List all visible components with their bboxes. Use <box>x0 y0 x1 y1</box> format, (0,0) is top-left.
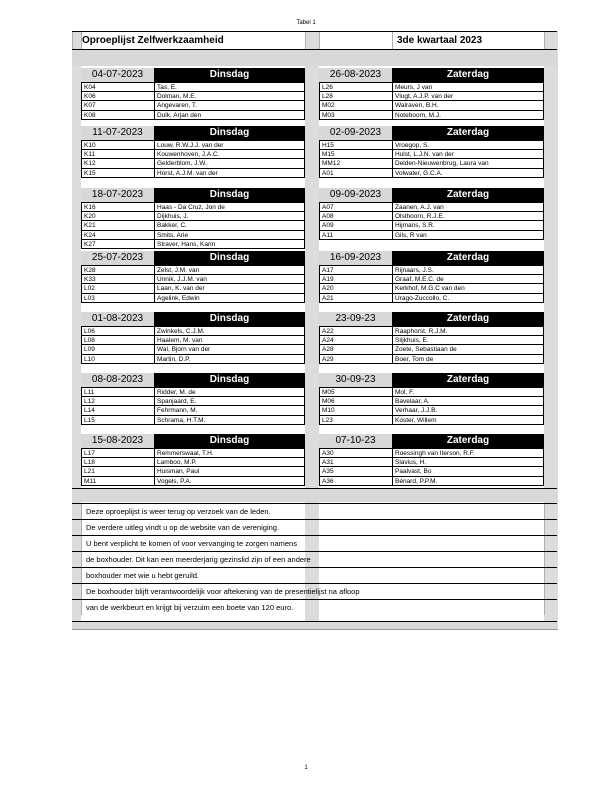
member-code: A35 <box>319 466 392 475</box>
member-name: Bakker, C. <box>154 220 305 229</box>
table-row <box>72 202 557 211</box>
member-name: Delden-Nieuwenbrug, Laura van <box>392 158 544 167</box>
spacer-row <box>72 488 557 502</box>
date-cell: 08-08-2023 <box>81 373 154 387</box>
member-name: Tas, E. <box>154 82 305 91</box>
member-name: Ridder, M. de <box>154 387 305 396</box>
table-row <box>72 335 557 344</box>
member-name: Dijkhuis, J. <box>154 211 305 220</box>
member-code: A11 <box>319 230 392 239</box>
table-row <box>72 100 557 109</box>
member-name: Kerkhof, M.G.C van den <box>392 283 544 292</box>
member-name: Urago-Zuccollo, C. <box>392 293 544 302</box>
member-name: Zwinkels, C.J.M. <box>154 326 305 335</box>
member-name: Bénard, P.P.M. <box>392 476 544 485</box>
member-code: L06 <box>81 326 154 335</box>
member-name: Wal, Bjorn van der <box>154 344 305 353</box>
member-name: Zoete, Sebastiaan de <box>392 344 544 353</box>
member-code: H15 <box>319 140 392 149</box>
day-cell: Dinsdag <box>154 188 305 202</box>
member-code: L18 <box>81 457 154 466</box>
member-name: Unnik, J.J.M. van <box>154 274 305 283</box>
member-code: K15 <box>81 168 154 177</box>
block-header <box>72 373 557 387</box>
table-row <box>72 211 557 220</box>
table-row <box>72 265 557 274</box>
member-code: L21 <box>81 466 154 475</box>
table-row <box>72 387 557 396</box>
date-cell: 02-09-2023 <box>319 126 392 140</box>
note-row <box>72 551 557 567</box>
member-code: L28 <box>319 91 392 100</box>
table-row <box>72 354 557 363</box>
date-cell: 18-07-2023 <box>81 188 154 202</box>
member-code: A29 <box>319 354 392 363</box>
member-code: L26 <box>319 82 392 91</box>
day-cell: Zaterdag <box>392 68 544 82</box>
member-code: M10 <box>319 405 392 414</box>
member-name: Roessingh van Iterson, R.F. <box>392 448 544 457</box>
member-code: A20 <box>319 283 392 292</box>
member-name: Remmerswaal, T.H. <box>154 448 305 457</box>
member-name: Meurs, J van <box>392 82 544 91</box>
date-cell: 04-07-2023 <box>81 68 154 82</box>
member-code: A24 <box>319 335 392 344</box>
member-name: Huisman, Paul <box>154 466 305 475</box>
member-code: K20 <box>81 211 154 220</box>
title-row <box>72 31 557 49</box>
member-code: A01 <box>319 168 392 177</box>
date-cell: 07-10-23 <box>319 434 392 448</box>
member-code: A07 <box>319 202 392 211</box>
member-name: Dolman, M.E. <box>154 91 305 100</box>
day-cell: Zaterdag <box>392 373 544 387</box>
member-name: Volwater, G.C.A. <box>392 168 544 177</box>
note-row <box>72 519 557 535</box>
day-cell: Dinsdag <box>154 434 305 448</box>
quarter-label: 3de kwartaal 2023 <box>397 35 483 46</box>
member-name: Mol, F. <box>392 387 544 396</box>
note-row <box>72 503 557 519</box>
day-cell: Zaterdag <box>392 251 544 265</box>
date-cell: 09-09-2023 <box>319 188 392 202</box>
table-row <box>72 168 557 177</box>
member-code: L08 <box>81 335 154 344</box>
note-row <box>72 599 557 615</box>
member-name: Verhaar, J.J.B. <box>392 405 544 414</box>
member-name: Smits, Arie <box>154 230 305 239</box>
member-name: Straver, Hans, Karin <box>154 239 305 248</box>
block-header <box>72 126 557 140</box>
member-code: MM12 <box>319 158 392 167</box>
day-cell: Dinsdag <box>154 251 305 265</box>
member-code: A09 <box>319 220 392 229</box>
table-row <box>72 82 557 91</box>
table-row <box>72 476 557 485</box>
spacer-row <box>72 621 557 629</box>
member-code: A19 <box>319 274 392 283</box>
member-name: Vroegop, S. <box>392 140 544 149</box>
table-row <box>72 158 557 167</box>
table-row <box>72 415 557 424</box>
day-cell: Dinsdag <box>154 373 305 387</box>
block-header <box>72 434 557 448</box>
member-code: A22 <box>319 326 392 335</box>
member-name: Angevaren, T. <box>154 100 305 109</box>
member-code: A21 <box>319 293 392 302</box>
member-name: Agelink, Edwin <box>154 293 305 302</box>
note-text: U bent verplicht te komen of voor vervanging te zorgen namens <box>86 539 297 548</box>
member-code: K12 <box>81 158 154 167</box>
member-code: K24 <box>81 230 154 239</box>
member-name: Louw, R.W.J.J. van der <box>154 140 305 149</box>
table-row <box>72 140 557 149</box>
block-header <box>72 68 557 82</box>
table-row <box>72 91 557 100</box>
member-code: K21 <box>81 220 154 229</box>
table-row <box>72 274 557 283</box>
member-name: Gils, R van <box>392 230 544 239</box>
member-code: K16 <box>81 202 154 211</box>
member-code: L11 <box>81 387 154 396</box>
member-code: K06 <box>81 91 154 100</box>
day-cell: Zaterdag <box>392 434 544 448</box>
member-name: Laan, K. van der <box>154 283 305 292</box>
day-cell: Dinsdag <box>154 126 305 140</box>
note-text: de boxhouder. Dit kan een meerderjarig gezinslid zijn of een andere <box>86 555 311 564</box>
table-row <box>72 230 557 239</box>
note-row <box>72 567 557 583</box>
page-header: Tabel 1 <box>296 20 316 26</box>
note-text: De boxhouder blijft verantwoordelijk voor aftekening van de presentielijst na afloop <box>86 587 360 596</box>
note-text: Deze oproeplijst is weer terug op verzoek van de leden. <box>86 507 271 516</box>
day-cell: Zaterdag <box>392 188 544 202</box>
member-code: A36 <box>319 476 392 485</box>
date-cell: 11-07-2023 <box>81 126 154 140</box>
member-code: K28 <box>81 265 154 274</box>
member-name: Raaphorst, R.J.M. <box>392 326 544 335</box>
block-header <box>72 188 557 202</box>
member-code: A17 <box>319 265 392 274</box>
table-row <box>72 110 557 119</box>
table-row <box>72 344 557 353</box>
member-name: Hijmans, S.R. <box>392 220 544 229</box>
table-row <box>72 326 557 335</box>
date-cell: 16-09-2023 <box>319 251 392 265</box>
sheet-title: Oproeplijst Zelfwerkzaamheid <box>82 35 224 46</box>
member-code: L12 <box>81 396 154 405</box>
member-name: Haas - Da Cruz, Jon de <box>154 202 305 211</box>
page-number: 1 <box>304 765 308 771</box>
table-row <box>72 466 557 475</box>
note-row <box>72 583 557 599</box>
note-text: boxhouder met wie u hebt geruild. <box>86 571 199 580</box>
member-name: Gelderblom, J.W. <box>154 158 305 167</box>
member-name: Zaanen, A.J. van <box>392 202 544 211</box>
block-header <box>72 312 557 326</box>
day-cell: Zaterdag <box>392 126 544 140</box>
date-cell: 23-09-23 <box>319 312 392 326</box>
member-name: Walraven, B.H. <box>392 100 544 109</box>
table-row <box>72 293 557 302</box>
member-code: A30 <box>319 448 392 457</box>
member-name: Paalvast, Bo <box>392 466 544 475</box>
member-code: M05 <box>319 387 392 396</box>
member-code: A31 <box>319 457 392 466</box>
block-header <box>72 251 557 265</box>
day-cell: Zaterdag <box>392 312 544 326</box>
member-code: K04 <box>81 82 154 91</box>
day-cell: Dinsdag <box>154 68 305 82</box>
table-row <box>72 405 557 414</box>
member-name: Martin, D.P. <box>154 354 305 363</box>
member-name: Olsthoorn, R.J.E. <box>392 211 544 220</box>
table-row <box>72 448 557 457</box>
member-name: Kouwenhoven, J.A.C. <box>154 149 305 158</box>
date-cell: 15-08-2023 <box>81 434 154 448</box>
member-name: Rijnaars, J.S. <box>392 265 544 274</box>
table-row <box>72 283 557 292</box>
member-name: Koster, Willem <box>392 415 544 424</box>
member-code: L03 <box>81 293 154 302</box>
member-code: L14 <box>81 405 154 414</box>
table-row <box>72 239 557 248</box>
member-code: K07 <box>81 100 154 109</box>
member-code: L17 <box>81 448 154 457</box>
member-name: Graaf, M.E.C. de <box>392 274 544 283</box>
member-name: Haalem, M. van <box>154 335 305 344</box>
member-code: M15 <box>319 149 392 158</box>
member-name: Dulk, Arjan den <box>154 110 305 119</box>
member-name: Fehrmann, M. <box>154 405 305 414</box>
member-code: K33 <box>81 274 154 283</box>
member-code: M11 <box>81 476 154 485</box>
member-name: Hulst, L.J.N. van der <box>392 149 544 158</box>
member-code: A08 <box>319 211 392 220</box>
table-row <box>72 220 557 229</box>
member-code: L23 <box>319 415 392 424</box>
member-name: Noteboom, M.J. <box>392 110 544 119</box>
member-code: K11 <box>81 149 154 158</box>
spreadsheet <box>72 31 558 630</box>
member-name: Spanjaard, E. <box>154 396 305 405</box>
member-code: M02 <box>319 100 392 109</box>
table-row <box>72 149 557 158</box>
member-code: L15 <box>81 415 154 424</box>
member-code: K27 <box>81 239 154 248</box>
member-name: Vogels, P.A. <box>154 476 305 485</box>
member-name: Zelst, J.M. van <box>154 265 305 274</box>
member-code: A28 <box>319 344 392 353</box>
note-text: De verdere uitleg vindt u op de website van de vereniging. <box>86 523 280 532</box>
member-code: M03 <box>319 110 392 119</box>
day-cell: Dinsdag <box>154 312 305 326</box>
member-name: Slavius, H. <box>392 457 544 466</box>
member-name: Bavelaar, A. <box>392 396 544 405</box>
note-text: van de werkbeurt en krijgt bij verzuim een boete van 120 euro. <box>86 603 294 612</box>
member-name: Horst, A.J.M. van der <box>154 168 305 177</box>
member-name: Boer, Tom de <box>392 354 544 363</box>
member-name: Vlugt, A.J.P. van der <box>392 91 544 100</box>
member-code: L02 <box>81 283 154 292</box>
member-code: L10 <box>81 354 154 363</box>
member-name: Schrama, H.T.M. <box>154 415 305 424</box>
spacer-row <box>72 49 557 66</box>
date-cell: 01-08-2023 <box>81 312 154 326</box>
date-cell: 26-08-2023 <box>319 68 392 82</box>
note-row <box>72 535 557 551</box>
member-code: K10 <box>81 140 154 149</box>
date-cell: 30-09-23 <box>319 373 392 387</box>
member-code: M06 <box>319 396 392 405</box>
table-row <box>72 396 557 405</box>
member-name: Lamboo, M.P. <box>154 457 305 466</box>
table-row <box>72 457 557 466</box>
member-name: Slijkhuis, E. <box>392 335 544 344</box>
date-cell: 25-07-2023 <box>81 251 154 265</box>
member-code: K08 <box>81 110 154 119</box>
member-code: L09 <box>81 344 154 353</box>
